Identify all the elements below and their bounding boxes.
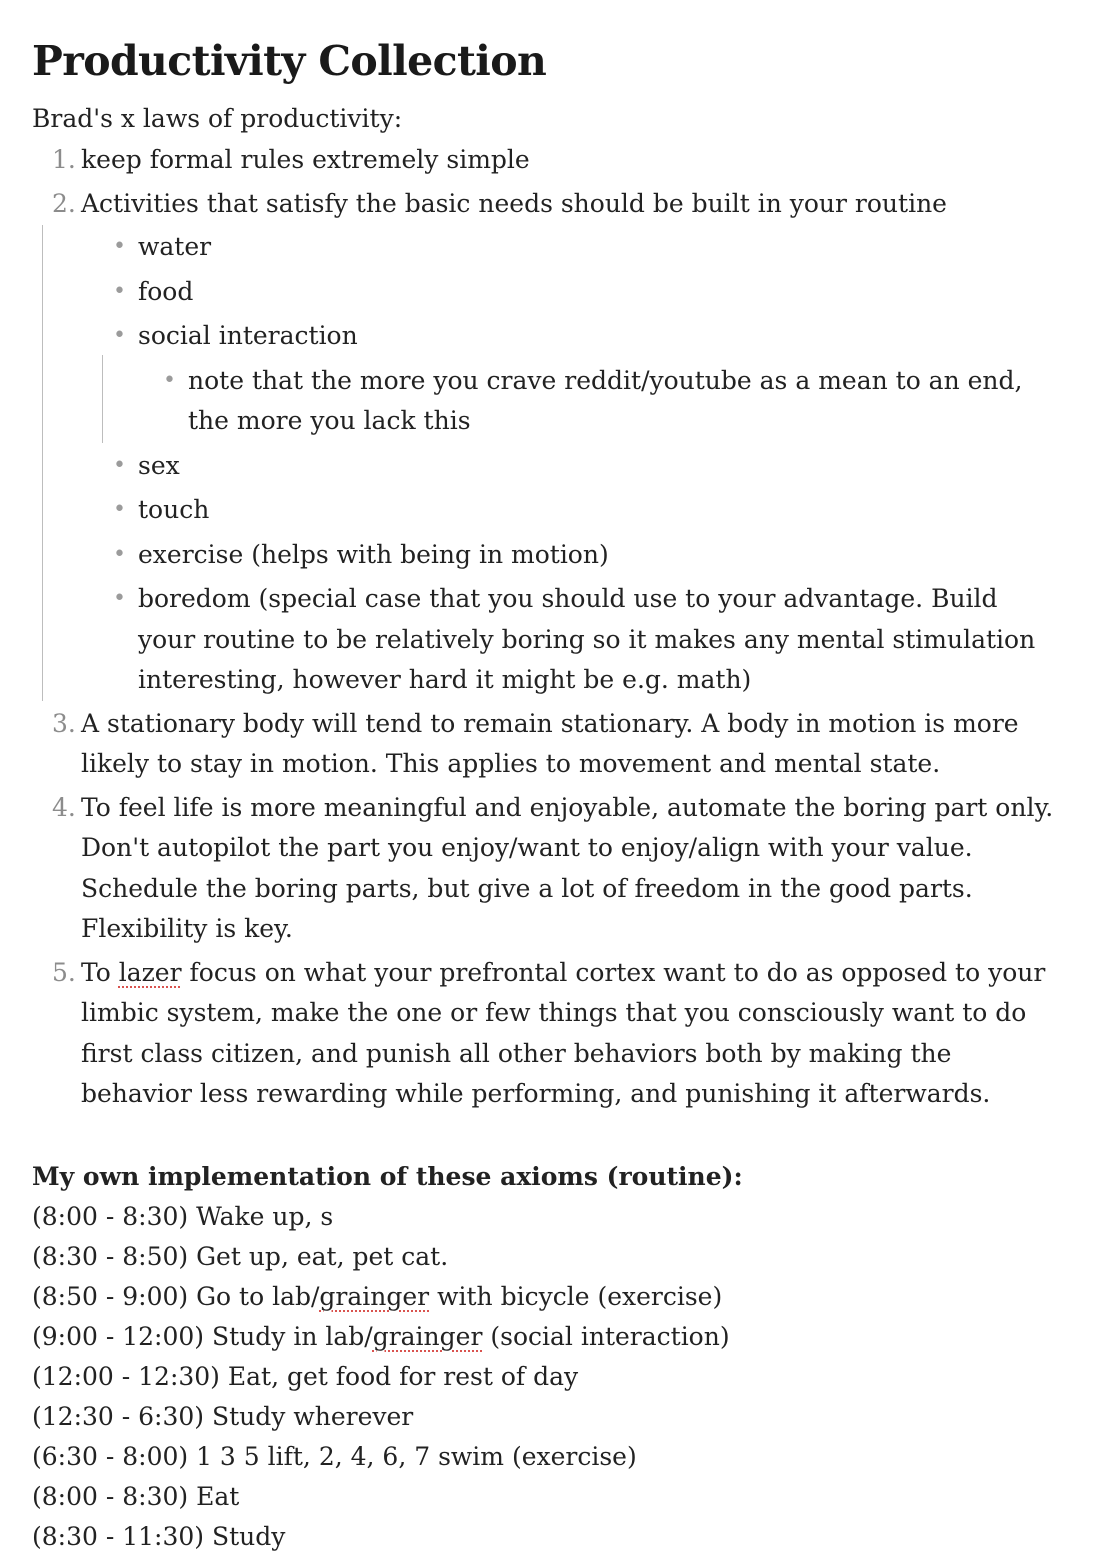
routine-text-start: (8:50 - 9:00) Go to lab/ (32, 1281, 320, 1311)
list-item-text: food (138, 276, 194, 306)
law-number: 2. (52, 188, 76, 218)
routine-item (32, 1277, 1070, 1317)
routine-item: (8:00 - 8:30) Eat (32, 1481, 240, 1511)
list-item-text: touch (138, 495, 210, 524)
list-item-text: note that the more you crave reddit/youtube as a mean to an end, the more you lack this (188, 365, 1023, 435)
list-item (42, 272, 1070, 313)
routine-item: (6:30 - 8:00) 1 3 5 lift, 2, 4, 6, 7 swim (exercise) (32, 1441, 637, 1471)
bullet-icon: • (163, 367, 176, 393)
bullet-icon: • (113, 541, 126, 567)
law-text-start: To (81, 957, 119, 987)
law-text: A stationary body will tend to remain stationary. A body in motion is more likely to stay in motion. This applies to movement and mental state. (81, 708, 1019, 778)
page-title: Productivity Collection (32, 37, 547, 85)
list-item (42, 316, 1070, 357)
list-item-text: water (138, 232, 212, 261)
intro-text: Brad's x laws of productivity: (32, 104, 403, 133)
law-item-4 (32, 788, 1070, 950)
routine-item: (12:30 - 6:30) Study wherever (32, 1401, 414, 1431)
law-text: keep formal rules extremely simple (81, 145, 530, 174)
bullet-icon: • (113, 452, 126, 478)
list-item (42, 446, 1070, 487)
list-item (42, 227, 1070, 268)
bullet-icon: • (113, 586, 126, 611)
bullet-icon: • (113, 278, 126, 304)
routine-text-start: (9:00 - 12:00) Study in lab/ (32, 1321, 373, 1351)
list-item (42, 490, 1070, 531)
bullet-icon: • (113, 323, 126, 348)
list-item (42, 579, 1070, 701)
spellcheck-word[interactable]: lazer (118, 957, 182, 987)
routine-item: (8:00 - 8:30) Wake up, s (32, 1201, 334, 1231)
law-item-5 (32, 953, 1070, 1115)
list-item-text: social interaction (138, 321, 358, 350)
law-number: 4. (52, 792, 76, 822)
routine-text-end: with bicycle (exercise) (429, 1281, 723, 1311)
routine-item (32, 1317, 1070, 1357)
routine-text-end: (social interaction) (482, 1321, 730, 1351)
law-item-2 (32, 184, 1070, 225)
law-number: 5. (52, 957, 76, 987)
routine-item: (8:30 - 8:50) Get up, eat, pet cat. (32, 1241, 449, 1271)
spellcheck-word[interactable]: grainger (319, 1281, 430, 1311)
law-text: To feel life is more meaningful and enjoyable, automate the boring part only. Don't autopilot the part you enjoy/want to enjoy/align with your value. Schedule the boring parts, but give a lot of freedom in the good parts. Flexibility is key. (81, 792, 1054, 943)
law-number: 1. (52, 145, 76, 174)
routine-item: (8:30 - 11:30) Study (32, 1521, 286, 1551)
list-item (42, 535, 1070, 576)
bullet-icon: • (113, 234, 126, 259)
social-note-block (102, 361, 1070, 442)
law-text (81, 958, 1045, 1109)
list-item-text: boredom (special case that you should use to your advantage. Build your routine to be relatively boring so it makes any mental stimulation interesting, however hard it might be e.g. math) (138, 584, 1036, 694)
routine-item: (12:00 - 12:30) Eat, get food for rest of day (32, 1361, 579, 1391)
law-text: Activities that satisfy the basic needs should be built in your routine (81, 188, 947, 218)
routine-heading: My own implementation of these axioms (routine): (32, 1161, 743, 1191)
bullet-icon: • (113, 497, 126, 522)
needs-list (42, 227, 1070, 701)
list-item (102, 361, 1070, 442)
list-item-text: exercise (helps with being in motion) (138, 539, 609, 569)
law-number: 3. (52, 708, 76, 738)
law-item-3 (32, 704, 1070, 785)
routine-list (32, 1197, 1070, 1557)
law-item-1 (32, 140, 1070, 181)
laws-list (32, 140, 1070, 1115)
law-text-end: focus on what your prefrontal cortex want to do as opposed to your limbic system, make the one or few things that you consciously want to do first class citizen, and punish all other behaviors both by making the behavior less rewarding while performing, and punishing it afterwards. (81, 957, 1046, 1108)
list-item-text: sex (138, 450, 180, 480)
spellcheck-word[interactable]: grainger (372, 1321, 483, 1351)
